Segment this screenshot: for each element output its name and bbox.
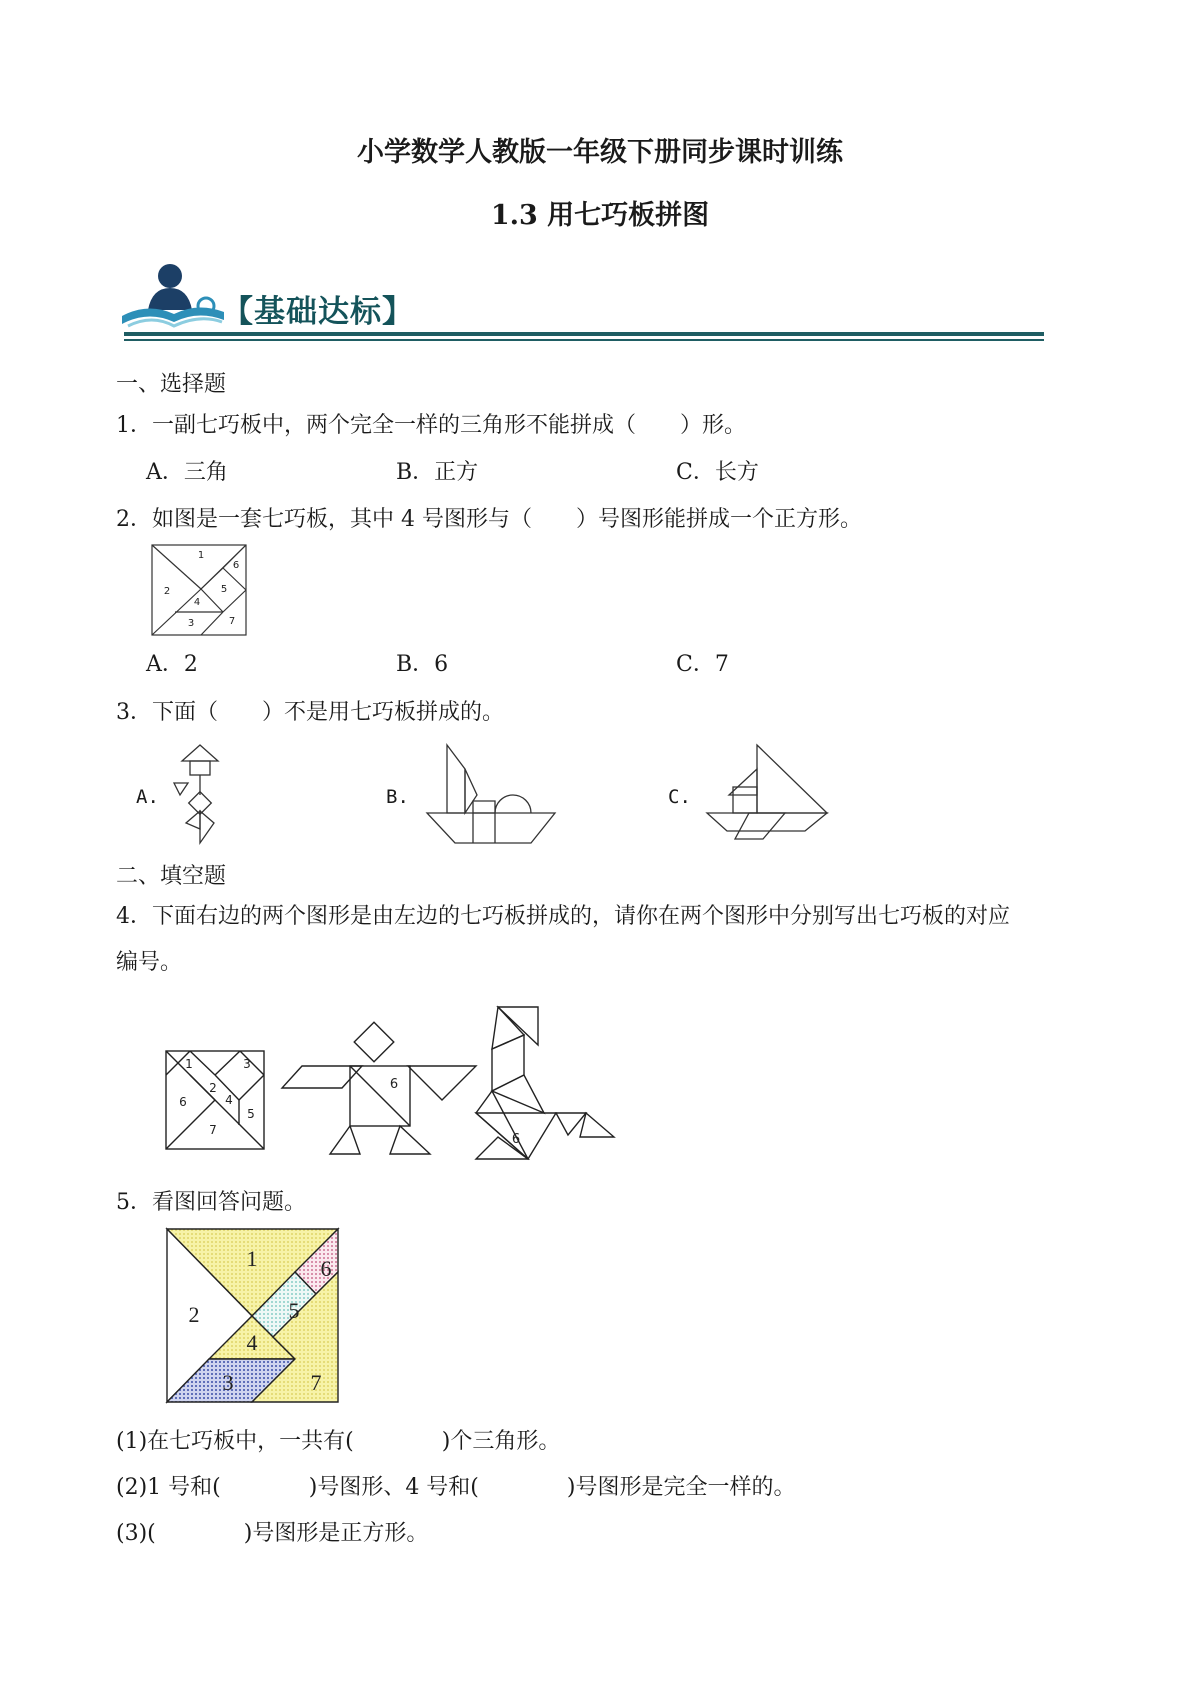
q2-option-c: C．7 <box>676 652 729 677</box>
section-fill-heading: 二、填空题 <box>116 864 227 889</box>
q2-piece-1: 1 <box>197 550 205 561</box>
q5-piece-1: 1 <box>246 1246 258 1271</box>
q4-figure-bird <box>468 1005 618 1170</box>
q5-piece-4: 4 <box>246 1330 258 1355</box>
q4-person-label: 6 <box>389 1077 399 1092</box>
q4-figure-person <box>280 1020 480 1160</box>
page-title: 小学数学人教版一年级下册同步课时训练 <box>357 137 843 168</box>
q3-stem: 3．下面（ ）不是用七巧板拼成的。 <box>116 700 504 725</box>
q1-option-b: B．正方 <box>396 460 479 485</box>
q5-piece-5: 5 <box>288 1298 300 1323</box>
section-banner: 【基础达标】 <box>222 294 414 330</box>
q2-piece-6: 6 <box>232 560 240 571</box>
q4-stem-line2: 编号。 <box>116 950 183 975</box>
q1-option-a: A．三角 <box>146 460 228 485</box>
section-choice-heading: 一、选择题 <box>116 372 227 397</box>
q3-label-b: B. <box>386 786 409 808</box>
q4-piece-4: 4 <box>225 1093 233 1107</box>
q2-piece-3: 3 <box>187 618 195 629</box>
q5-piece-6: 6 <box>320 1256 332 1281</box>
page-subtitle: 1.3 用七巧板拼图 <box>490 200 710 231</box>
q1-stem: 1．一副七巧板中，两个完全一样的三角形不能拼成（ ）形。 <box>116 413 746 438</box>
q5-piece-2: 2 <box>188 1302 200 1327</box>
q5-sub3: (3)( )号图形是正方形。 <box>116 1521 429 1546</box>
q3-figure-c-sailboat <box>705 743 835 843</box>
reader-logo-icon <box>118 262 228 332</box>
q4-piece-1: 1 <box>185 1057 193 1071</box>
q1-option-c: C．长方 <box>676 460 759 485</box>
q4-stem-line1: 4．下面右边的两个图形是由左边的七巧板拼成的，请你在两个图形中分别写出七巧板的对应 <box>116 904 1011 929</box>
q5-sub1: (1)在七巧板中，一共有( )个三角形。 <box>116 1429 561 1454</box>
banner-rule-thick <box>124 332 1044 336</box>
q4-piece-2: 2 <box>209 1081 217 1095</box>
q2-piece-5: 5 <box>220 584 228 595</box>
q4-piece-5: 5 <box>247 1107 255 1121</box>
q2-option-b: B．6 <box>396 652 449 677</box>
banner-rule-thin <box>124 339 1044 341</box>
q5-piece-3: 3 <box>222 1370 234 1395</box>
q4-piece-3: 3 <box>243 1057 251 1071</box>
q2-piece-7: 7 <box>228 616 236 627</box>
q5-sub2: (2)1 号和( )号图形、4 号和( )号图形是完全一样的。 <box>116 1475 796 1500</box>
q2-tangram-figure <box>151 544 247 636</box>
q2-piece-4: 4 <box>193 597 201 608</box>
q3-label-c: C. <box>668 786 691 808</box>
q2-option-a: A．2 <box>146 652 198 677</box>
q4-bird-label: 6 <box>511 1132 521 1147</box>
q2-piece-2: 2 <box>163 586 171 597</box>
q4-tangram-square <box>165 1050 265 1150</box>
q5-piece-7: 7 <box>310 1370 322 1395</box>
q4-piece-7: 7 <box>209 1123 217 1137</box>
q3-label-a: A. <box>136 786 159 808</box>
q4-piece-6: 6 <box>179 1095 187 1109</box>
q2-stem: 2．如图是一套七巧板，其中 4 号图形与（ ）号图形能拼成一个正方形。 <box>116 507 862 532</box>
q3-figure-b-boat <box>425 743 565 845</box>
q5-stem: 5．看图回答问题。 <box>116 1190 306 1215</box>
q5-tangram-figure <box>166 1228 341 1404</box>
q3-figure-a-person <box>170 743 240 848</box>
